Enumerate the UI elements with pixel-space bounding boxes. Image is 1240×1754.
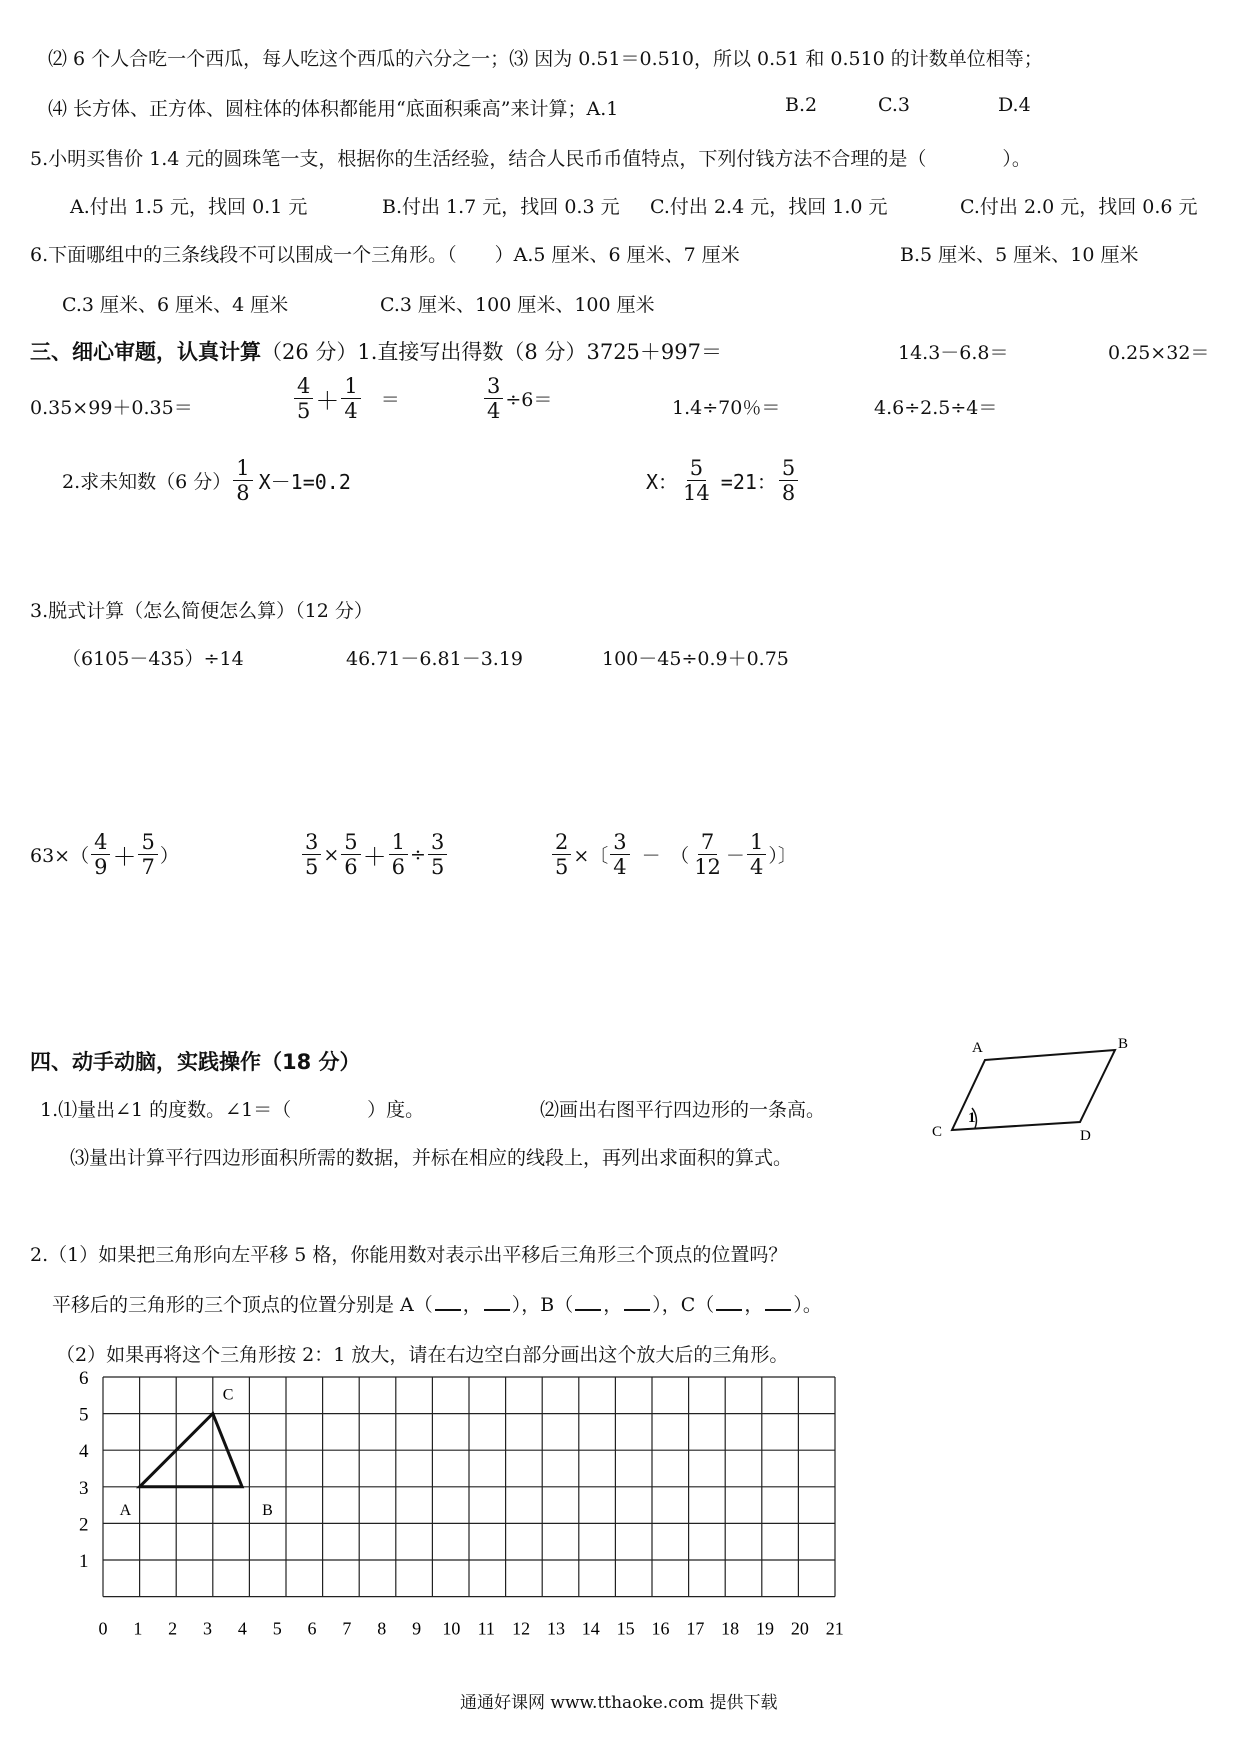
sec4-q2-line2: 平移后的三角形的三个顶点的位置分别是 A（ ， ），B（ ， ），C（ ， ）。 <box>52 1294 822 1316</box>
q3-item-f: $\frac{2}{5}$ ×〔 $\frac{3}{4}$ － （ $\frac{7}{12}$ － $\frac{1}{4}$ ）〕 <box>550 830 797 879</box>
q3-item-e: $\frac{3}{5}$ × $\frac{5}{6}$ ＋ $\frac{1}{6}$ ÷ $\frac{3}{5}$ <box>300 830 449 879</box>
answer-blank <box>716 1295 742 1311</box>
q3-item-d: 63×（ $\frac{4}{9}$ ＋ $\frac{5}{7}$ ） <box>30 830 179 880</box>
q5-option-c2: C.付出 2.0 元，找回 0.6 元 <box>960 196 1198 218</box>
solve-equation-2: X： $\frac{5}{14}$ =21： $\frac{5}{8}$ <box>646 456 800 505</box>
fraction: $\frac{5}{6}$ <box>341 830 360 879</box>
fraction: $\frac{4}{9}$ <box>91 830 110 879</box>
x-tick-label: 18 <box>721 1618 740 1639</box>
x-tick-label: 6 <box>307 1618 317 1639</box>
y-tick-label: 5 <box>79 1404 89 1426</box>
x-tick-label: 21 <box>825 1618 844 1639</box>
section3-title: 三、细心审题，认真计算 <box>30 340 261 364</box>
point-c-label: C <box>222 1386 234 1404</box>
x-tick-label: 9 <box>412 1618 422 1639</box>
x-tick-label: 20 <box>790 1618 809 1639</box>
x-tick-label: 0 <box>98 1618 108 1639</box>
fraction: $\frac{7}{12}$ <box>694 830 721 880</box>
x-tick-label: 1 <box>133 1618 143 1639</box>
calc-item-g: 4.6÷2.5÷4＝ <box>874 397 998 419</box>
sec4-q2-line3: （2）如果再将这个三角形按 2：1 放大，请在右边空白部分画出这个放大后的三角形。 <box>56 1344 789 1366</box>
q6-option-c2: C.3 厘米、100 厘米、100 厘米 <box>380 294 655 316</box>
coordinate-grid <box>60 1365 880 1655</box>
q4-choice-b: B.2 <box>785 94 818 116</box>
q4-choice-c: C.3 <box>878 94 910 116</box>
point-b-label: B <box>262 1501 273 1519</box>
y-tick-label: 3 <box>79 1477 89 1499</box>
vertex-b-label: B <box>1118 1036 1129 1052</box>
y-tick-label: 6 <box>79 1368 89 1389</box>
x-tick-label: 10 <box>442 1618 461 1639</box>
q5-stem: 5.小明买售价 1.4 元的圆珠笔一支，根据你的生活经验，结合人民币币值特点，下列付钱方法不合理的是（ ）。 <box>30 148 1031 170</box>
vertex-c-label: C <box>932 1124 943 1140</box>
fraction: $\frac{1}{4}$ <box>747 830 766 879</box>
sec4-q1b: ⑵画出右图平行四边形的一条高。 <box>540 1099 826 1121</box>
y-tick-label: 4 <box>79 1441 89 1463</box>
fraction: $\frac{3}{5}$ <box>302 830 321 879</box>
sec4-q1a: 1.⑴量出∠1 的度数。∠1＝（ ）度。 <box>40 1099 425 1121</box>
section3-heading <box>30 336 722 366</box>
fraction: $\frac{5}{7}$ <box>138 830 157 879</box>
fraction: $\frac{1}{6}$ <box>389 830 408 879</box>
fraction: $\frac{5}{14}$ <box>683 456 710 506</box>
answer-blank <box>484 1295 510 1311</box>
calc-item-c: 0.25×32＝ <box>1108 342 1210 364</box>
solve-equation-1: 2.求未知数（6 分） $\frac{1}{8}$ X－1=0.2 <box>62 456 351 506</box>
q5-option-c1: C.付出 2.4 元，找回 1.0 元 <box>650 196 888 218</box>
x-tick-label: 8 <box>377 1618 387 1639</box>
x-tick-label: 4 <box>237 1618 247 1639</box>
q3-item-b: 46.71－6.81－3.19 <box>346 648 524 670</box>
fraction: $\frac{1}{4}$ <box>341 374 360 423</box>
x-tick-label: 5 <box>272 1618 282 1639</box>
calc-item-d: 0.35×99＋0.35＝ <box>30 397 193 419</box>
x-tick-label: 2 <box>168 1618 178 1639</box>
calc-item-div: $\frac{3}{4}$ ÷6＝ <box>482 374 552 423</box>
x-tick-label: 3 <box>203 1618 213 1639</box>
fraction: $\frac{3}{5}$ <box>428 830 447 879</box>
y-tick-label: 1 <box>79 1551 89 1572</box>
q6-stem: 6.下面哪组中的三条线段不可以围成一个三角形。（ ）A.5 厘米、6 厘米、7 厘米 <box>30 244 740 266</box>
q6-option-b: B.5 厘米、5 厘米、10 厘米 <box>900 244 1139 266</box>
q3-item-c: 100－45÷0.9＋0.75 <box>602 648 789 670</box>
answer-blank <box>435 1295 461 1311</box>
calc-item-b: 14.3－6.8＝ <box>898 342 1009 364</box>
answer-blank <box>765 1295 791 1311</box>
q5-option-a: A.付出 1.5 元，找回 0.1 元 <box>70 196 308 218</box>
q4-options-line2: ⑷ 长方体、正方体、圆柱体的体积都能用“底面积乘高”来计算；A.1 <box>48 98 619 120</box>
x-tick-label: 19 <box>756 1618 775 1639</box>
x-tick-label: 17 <box>686 1618 705 1639</box>
section3-points: （26 分）1.直接写出得数（8 分）3725＋997＝ <box>261 340 722 364</box>
sec4-q1c: ⑶量出计算平行四边形面积所需的数据，并标在相应的线段上，再列出求面积的算式。 <box>70 1147 793 1169</box>
x-tick-label: 15 <box>616 1618 635 1639</box>
q3-item-a: （6105－435）÷14 <box>62 648 244 670</box>
q2-label: 2.求未知数（6 分） <box>62 471 232 494</box>
sec4-q2-line1: 2.（1）如果把三角形向左平移 5 格，你能用数对表示出平移后三角形三个顶点的位置吗？ <box>30 1244 788 1266</box>
calc-item-e: $\frac{4}{5}$ ＋ $\frac{1}{4}$ ＝ <box>292 374 400 423</box>
x-tick-label: 12 <box>512 1618 531 1639</box>
vertex-d-label: D <box>1080 1128 1091 1144</box>
x-tick-label: 16 <box>651 1618 670 1639</box>
point-a-label: A <box>119 1501 132 1519</box>
fraction: $\frac{4}{5}$ <box>294 374 313 423</box>
answer-blank <box>624 1295 650 1311</box>
section4-title: 四、动手动脑，实践操作（18 分） <box>30 1050 361 1074</box>
q4-options-line1: ⑵ 6 个人合吃一个西瓜，每人吃这个西瓜的六分之一；⑶ 因为 0.51＝0.510，所以 0.51 和 0.510 的计数单位相等； <box>48 48 1043 70</box>
angle-1-label: 1 <box>968 1110 976 1126</box>
y-tick-label: 2 <box>79 1514 89 1536</box>
q6-option-c1: C.3 厘米、6 厘米、4 厘米 <box>62 294 289 316</box>
fraction: $\frac{5}{8}$ <box>779 456 798 505</box>
fraction: $\frac{2}{5}$ <box>552 830 571 879</box>
fraction: $\frac{3}{4}$ <box>610 830 629 879</box>
fraction: $\frac{3}{4}$ <box>484 374 503 423</box>
parallelogram-figure <box>920 1030 1150 1150</box>
answer-blank <box>575 1295 601 1311</box>
q5-option-b: B.付出 1.7 元，找回 0.3 元 <box>382 196 620 218</box>
x-tick-label: 11 <box>477 1618 495 1639</box>
x-tick-label: 13 <box>546 1618 565 1639</box>
q4-choice-d: D.4 <box>998 94 1031 116</box>
footer-text: 通通好课网 www.tthaoke.com 提供下载 <box>460 1693 778 1713</box>
q3-label: 3.脱式计算（怎么简便怎么算）（12 分） <box>30 600 373 622</box>
x-tick-label: 14 <box>581 1618 600 1639</box>
calc-item-f: 1.4÷70％＝ <box>672 397 781 419</box>
x-tick-label: 7 <box>342 1618 352 1639</box>
vertex-a-label: A <box>972 1040 983 1056</box>
fraction: $\frac{1}{8}$ <box>233 456 252 505</box>
